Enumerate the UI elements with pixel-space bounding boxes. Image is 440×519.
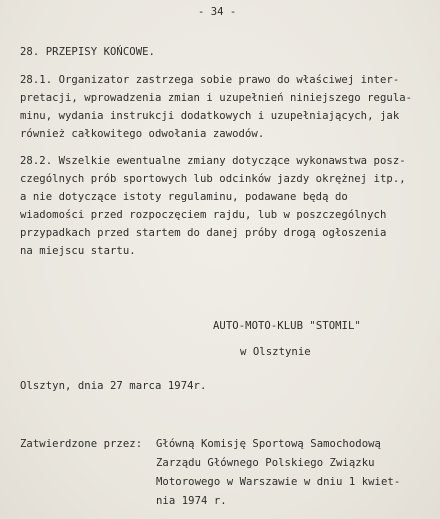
- page-number: - 34 -: [198, 6, 237, 18]
- paragraph-1-line-1: 28.1. Organizator zastrzega sobie prawo do właściwej inter-: [20, 74, 400, 86]
- bleed-through-texture: [220, 292, 226, 304]
- paragraph-1-line-3: minu, wydania instrukcji dodatkowych i uzupełniających, jak: [20, 110, 400, 122]
- approval-line-4: nia 1974 r.: [156, 495, 227, 507]
- date-line: Olsztyn, dnia 27 marca 1974r.: [20, 380, 207, 392]
- approval-line-3: Motorowego w Warszawie w dniu 1 kwiet-: [156, 476, 401, 488]
- signature-location: w Olsztynie: [240, 346, 311, 358]
- paragraph-2-line-2: czególnych prób sportowych lub odcinków jazdy okrężnej itp.,: [20, 173, 406, 185]
- paragraph-2-line-4: wiadomości przed rozpoczęciem rajdu, lub w poszczególnych: [20, 209, 387, 221]
- paragraph-2-line-3: a nie dotyczące istoty regulaminu, podawane będą do: [20, 191, 348, 203]
- section-heading: 28. PRZEPISY KOŃCOWE.: [20, 46, 155, 58]
- approval-label: Zatwierdzone przez:: [20, 438, 143, 450]
- paragraph-1-line-4: również całkowitego odwołania zawodów.: [20, 128, 265, 140]
- paragraph-2-line-6: na miejscu startu.: [20, 245, 136, 257]
- approval-line-2: Zarządu Głównego Polskiego Związku: [156, 457, 375, 469]
- paragraph-1-line-2: pretacji, wprowadzenia zmian i uzupełnień niniejszego regula-: [20, 92, 413, 104]
- paragraph-2-line-1: 28.2. Wszelkie ewentualne zmiany dotyczące wykonawstwa posz-: [20, 155, 406, 167]
- paragraph-2-line-5: przypadkach przed startem do danej próby drogą ogłoszenia: [20, 227, 387, 239]
- signature-organization: AUTO-MOTO-KLUB "STOMIL": [213, 320, 361, 332]
- approval-line-1: Główną Komisję Sportową Samochodową: [156, 438, 381, 450]
